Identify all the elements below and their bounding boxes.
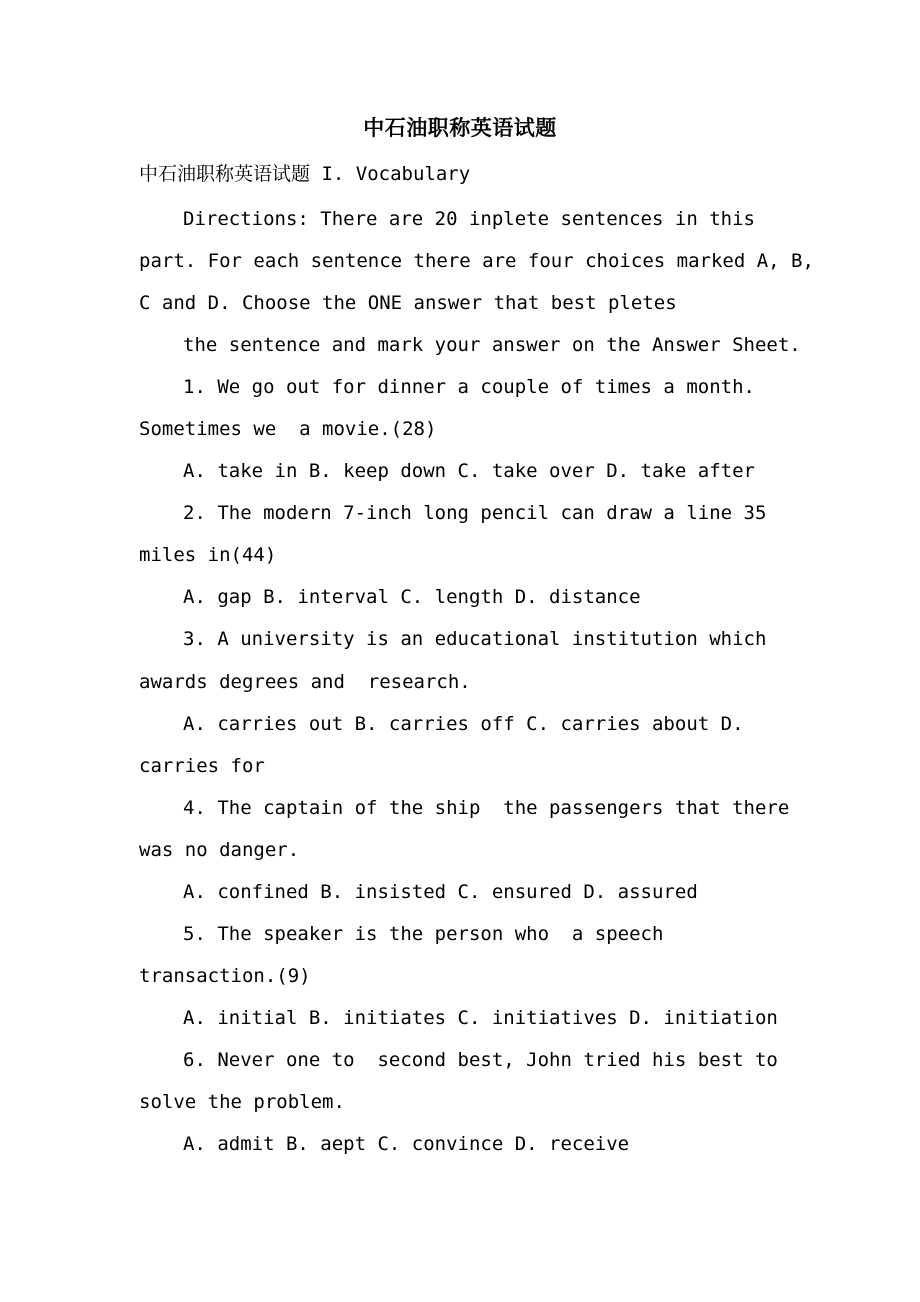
directions-line: C and D. Choose the ONE answer that best pletes bbox=[139, 292, 677, 314]
question-6-stem: 6. Never one to second best, John tried his best to bbox=[183, 1049, 778, 1071]
question-4-options: A. confined B. insisted C. ensured D. assured bbox=[183, 881, 698, 903]
question-3-options: A. carries out B. carries off C. carries about D. bbox=[183, 713, 744, 735]
question-2-stem: 2. The modern 7-inch long pencil can draw a line 35 bbox=[183, 502, 767, 524]
question-6-stem: solve the problem. bbox=[139, 1091, 345, 1113]
question-3-stem: awards degrees and research. bbox=[139, 671, 471, 693]
question-4-stem: 4. The captain of the ship the passengers that there bbox=[183, 797, 790, 819]
question-3-options: carries for bbox=[139, 755, 265, 777]
section-heading: 中石油职称英语试题 I. Vocabulary bbox=[139, 163, 471, 185]
question-2-options: A. gap B. interval C. length D. distance bbox=[183, 586, 641, 608]
question-5-stem: transaction.(9) bbox=[139, 965, 311, 987]
question-6-options: A. admit B. aept C. convince D. receive bbox=[183, 1133, 630, 1155]
question-1-stem: Sometimes we a movie.(28) bbox=[139, 418, 437, 440]
question-3-stem: 3. A university is an educational institution which bbox=[183, 628, 767, 650]
question-2-stem: miles in(44) bbox=[139, 544, 277, 566]
document-title: 中石油职称英语试题 bbox=[363, 115, 557, 140]
directions-line: Directions: There are 20 inplete sentences in this bbox=[183, 208, 755, 230]
question-5-stem: 5. The speaker is the person who a speech bbox=[183, 923, 664, 945]
question-1-stem: 1. We go out for dinner a couple of times a month. bbox=[183, 376, 755, 398]
directions-line: part. For each sentence there are four choices marked A, B, bbox=[139, 250, 814, 272]
question-4-stem: was no danger. bbox=[139, 839, 300, 861]
directions-line: the sentence and mark your answer on the Answer Sheet. bbox=[183, 334, 801, 356]
question-1-options: A. take in B. keep down C. take over D. take after bbox=[183, 460, 755, 482]
question-5-options: A. initial B. initiates C. initiatives D. initiation bbox=[183, 1007, 778, 1029]
